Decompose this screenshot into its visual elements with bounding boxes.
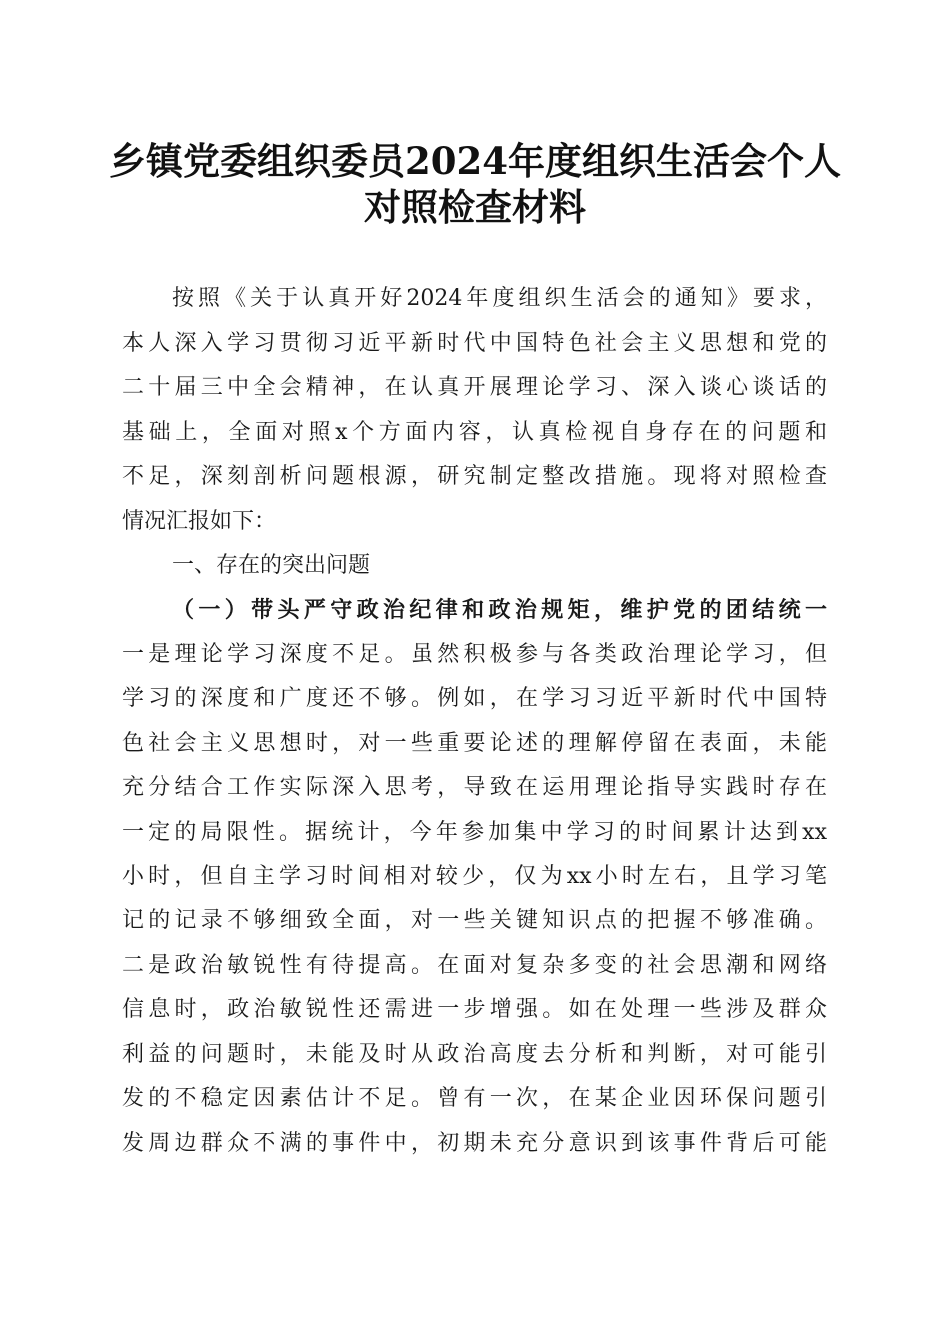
intro-line-4: 基础上，全面对照x个方面内容，认真检视自身存在的问题和 xyxy=(122,420,827,445)
intro-line-2: 本人深入学习贯彻习近平新时代中国特色社会主义思想和党的 xyxy=(122,331,827,356)
body-line-1: 一是理论学习深度不足。虽然积极参与各类政治理论学习，但 xyxy=(122,642,827,667)
document-title-line-2: 对照检查材料 xyxy=(364,185,586,229)
body-line-12: 发周边群众不满的事件中，初期未充分意识到该事件背后可能 xyxy=(122,1131,827,1156)
intro-line-1: 按照《关于认真开好2024年度组织生活会的通知》要求， xyxy=(172,286,827,311)
body-line-5: 一定的局限性。据统计，今年参加集中学习的时间累计达到xx xyxy=(122,820,827,845)
body-line-3: 色社会主义思想时，对一些重要论述的理解停留在表面，未能 xyxy=(122,731,827,756)
subsection-1-heading: （一）带头严守政治纪律和政治规矩，维护党的团结统一 xyxy=(172,597,827,623)
intro-line-6: 情况汇报如下： xyxy=(122,509,277,534)
section-1-heading: 一、存在的突出问题 xyxy=(172,553,371,578)
body-line-6: 小时，但自主学习时间相对较少，仅为xx小时左右，且学习笔 xyxy=(122,864,827,889)
body-line-7: 记的记录不够细致全面，对一些关键知识点的把握不够准确。 xyxy=(122,908,827,933)
body-line-2: 学习的深度和广度还不够。例如，在学习习近平新时代中国特 xyxy=(122,686,827,711)
body-line-11: 发的不稳定因素估计不足。曾有一次，在某企业因环保问题引 xyxy=(122,1086,827,1111)
body-line-8: 二是政治敏锐性有待提高。在面对复杂多变的社会思潮和网络 xyxy=(122,953,827,978)
body-line-10: 利益的问题时，未能及时从政治高度去分析和判断，对可能引 xyxy=(122,1042,827,1067)
intro-line-3: 二十届三中全会精神，在认真开展理论学习、深入谈心谈话的 xyxy=(122,375,827,400)
body-line-4: 充分结合工作实际深入思考，导致在运用理论指导实践时存在 xyxy=(122,775,827,800)
document-title-line-1: 乡镇党委组织委员2024年度组织生活会个人 xyxy=(109,139,841,183)
intro-line-5: 不足，深刻剖析问题根源，研究制定整改措施。现将对照检查 xyxy=(122,464,827,489)
body-line-9: 信息时，政治敏锐性还需进一步增强。如在处理一些涉及群众 xyxy=(122,997,827,1022)
